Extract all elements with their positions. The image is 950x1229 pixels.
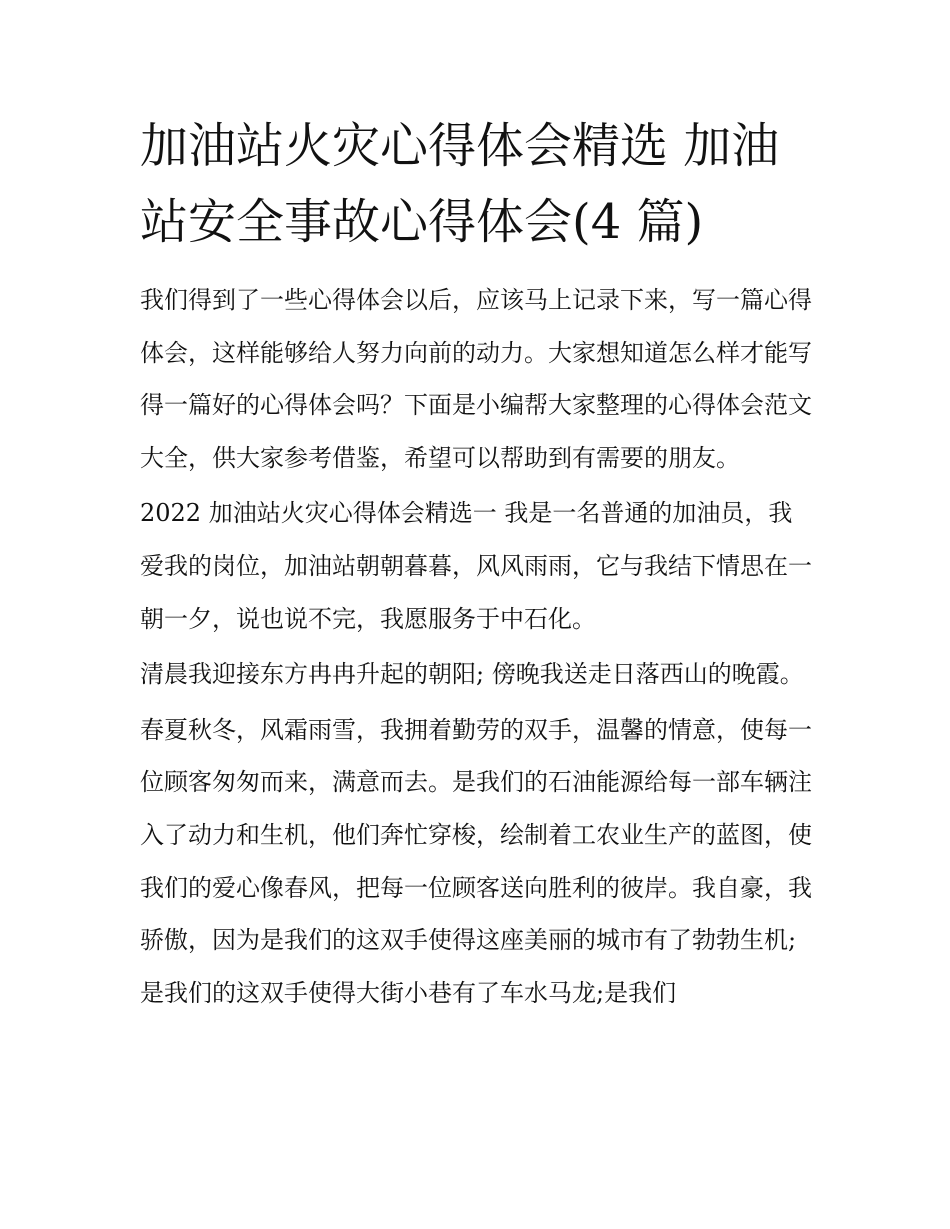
document-title: 加油站火灾心得体会精选 加油站安全事故心得体会(4 篇) <box>140 118 780 250</box>
intro-paragraph: 我们得到了一些心得体会以后，应该马上记录下来，写一篇心得体会，这样能够给人努力向前的动力。大家想知道怎么样才能写得一篇好的心得体会吗？下面是小编帮大家整理的心得体会范文大全，供大家参考借鉴，希望可以帮助到有需要的朋友。 <box>140 286 812 472</box>
body-paragraph-2: 清晨我迎接东方冉冉升起的朝阳; 傍晚我送走日落西山的晚霞。 <box>140 660 804 689</box>
document-body <box>140 108 812 1022</box>
body-paragraph-3: 春夏秋冬，风霜雨雪，我拥着勤劳的双手，温馨的情意，使每一位顾客匆匆而来，满意而去。是我们的石油能源给每一部车辆注入了动力和生机，他们奔忙穿梭，绘制着工农业生产的蓝图，使我们的爱心像春风，把每一位顾客送向胜利的彼岸。我自豪，我骄傲，因为是我们的这双手使得这座美丽的城市有了勃勃生机;是我们的这双手使得大街小巷有了车水马龙;是我们 <box>140 715 812 1007</box>
body-paragraph-1: 2022 加油站火灾心得体会精选一 我是一名普通的加油员，我爱我的岗位，加油站朝朝暮暮，风风雨雨，它与我结下情思在一朝一夕，说也说不完，我愿服务于中石化。 <box>140 499 812 633</box>
